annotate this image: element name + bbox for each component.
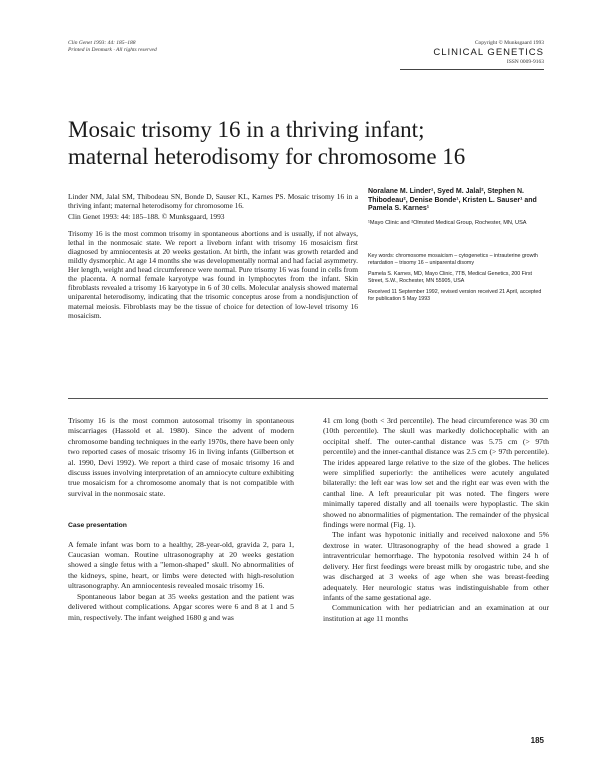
header-rule: [400, 69, 544, 70]
body-column-right: [323, 416, 549, 624]
author-sidebar: [368, 188, 548, 303]
abstract-citation: Linder NM, Jalal SM, Thibodeau SN, Bonde D, Sauser KL, Karnes PS. Mosaic trisomy 16 in a thriving infant; maternal heterodisomy for chromosome 16.: [68, 192, 358, 211]
intro-paragraph: Trisomy 16 is the most common autosomal trisomy in spontaneous miscarriages (Hassold et al. 1980). Since the advent of modern chromosome banding techniques in the early 1970s, there have been only two reported cases of mosaic trisomy 16 in living infants (Gilbertson et al. 1990, Devi 1992). We report a third case of mosaic trisomy 16 and discuss issues involving interpretation of an amniocyte culture exhibiting true mosaicism for a chromosome anomaly that is not compatible with survival in the nonmosaic state.: [68, 416, 294, 498]
journal-citation-line: Clin Genet 1993: 44: 185–188: [68, 40, 136, 46]
abstract: [68, 192, 358, 321]
section-heading: Case presentation: [68, 522, 127, 530]
title-line-1: Mosaic trisomy 16 in a thriving infant;: [68, 117, 425, 142]
copyright-line: Copyright © Munksgaard 1993: [474, 40, 544, 46]
title-line-2: maternal heterodisomy for chromosome 16: [68, 144, 466, 169]
keywords: Key words: chromosome mosaicism – cytogenetics – intrauterine growth retardation – trisomy 16 – uniparental disomy: [368, 252, 538, 266]
affiliation: ¹Mayo Clinic and ²Olmsted Medical Group, Rochester, MN, USA: [368, 219, 527, 226]
abstract-citation-source: Clin Genet 1993: 44: 185–188. © Munksgaard, 1993: [68, 211, 225, 221]
case-paragraph-3: 41 cm long (both < 3rd percentile). The head circumference was 30 cm (10th percentile). The skull was markedly dolichocephalic with an occipital shelf. The outer-canthal distance was 5.75 cm (> 97th percentile) and the inner-canthal distance was 2.5 cm (> 97th percentile). The irides appeared large relative to the size of the globes. The helices were simplified superiorly: the antihelices were acutely angulated bilaterally: the left ear was low set and the right ear was even with the canthal line. A left preauricular pit was noted. The fingers were minimally tapered distally and all toenails were hypoplastic. The skin showed no abnormalities of pigmentation. The remainder of the physical findings were normal (Fig. 1).: [323, 416, 549, 530]
abstract-text: Trisomy 16 is the most common trisomy in spontaneous abortions and is usually, if not always, lethal in the nonmosaic state. We report a liveborn infant with trisomy 16 mosaicism first diagnosed by amniocentesis at 20 weeks gestation. At birth, the infant was growth retarded and mildly dysmorphic. At age 14 months she was developmentally normal and had facial asymmetry. Her length, weight and head circumference were normal. Pure trisomy 16 was found in cells from the placenta. A normal female karyotype was found in lymphocytes from the infant. Skin fibroblasts revealed a trisomy 16 karyotype in 6 of 30 cells. Molecular analysis showed maternal uniparental heterodisomy, indicating that the trisomic conceptus arose from a nondisjunction of maternal meiosis. Fibroblasts may be the tissue of choice for detection of low-level trisomy 16 mosaicism.: [68, 228, 358, 320]
case-paragraph-5: Communication with her pediatrician and an examination at our institution at age 11 months: [323, 603, 549, 623]
case-paragraph-2: Spontaneous labor began at 35 weeks gestation and the patient was delivered without complications. Apgar scores were 6 and 8 at 1 and 5 min, respectively. The infant weighed 1680 g and was: [68, 591, 294, 622]
abstract-divider: [68, 398, 548, 399]
received-dates: Received 11 September 1992, revised version received 21 April, accepted for publication 5 May 1993: [368, 288, 542, 302]
body-column-left: [68, 416, 294, 623]
case-paragraph-4: The infant was hypotonic initially and received naloxone and 5% dextrose in water. Ultrasonography of the head showed a grade 1 intraventricular hemorrhage. The hypotonia resolved within 24 h of delivery. Her first feedings were breast milk by orogastric tube, and she was discharged at 3 weeks of age when she was breast-feeding adequately. Her neurologic status was indistinguishable from other infants of the same gestational age.: [323, 530, 549, 602]
journal-name: CLINICAL GENETICS: [433, 47, 544, 58]
running-header-left: [68, 40, 157, 54]
running-header-right: [433, 40, 544, 66]
article-title: [68, 116, 548, 170]
author-list: Noralane M. Linder¹, Syed M. Jalal², Stephen N. Thibodeau², Denise Bonde¹, Kristen L. Sauser¹ and Pamela S. Karnes¹: [368, 188, 537, 213]
case-paragraph-1: A female infant was born to a healthy, 28-year-old, gravida 2, para 1, Caucasian woman. Routine ultrasonography at 20 weeks gestation showed a single fetus with a "lemon-shaped" skull. No abnormalities of the kidneys, spine, heart, or limbs were detected with high-resolution ultrasonography. An amniocentesis revealed mosaic trisomy 16.: [68, 539, 294, 591]
issn-line: ISSN 0009-9163: [506, 59, 544, 65]
correspondence-address: Pamela S. Karnes, MD, Mayo Clinic, 7TB, Medical Genetics, 200 First Street, S.W., Rochester, MN 55905, USA: [368, 270, 532, 284]
printed-line: Printed in Denmark · All rights reserved: [68, 47, 157, 53]
page-number: 185: [530, 736, 544, 745]
